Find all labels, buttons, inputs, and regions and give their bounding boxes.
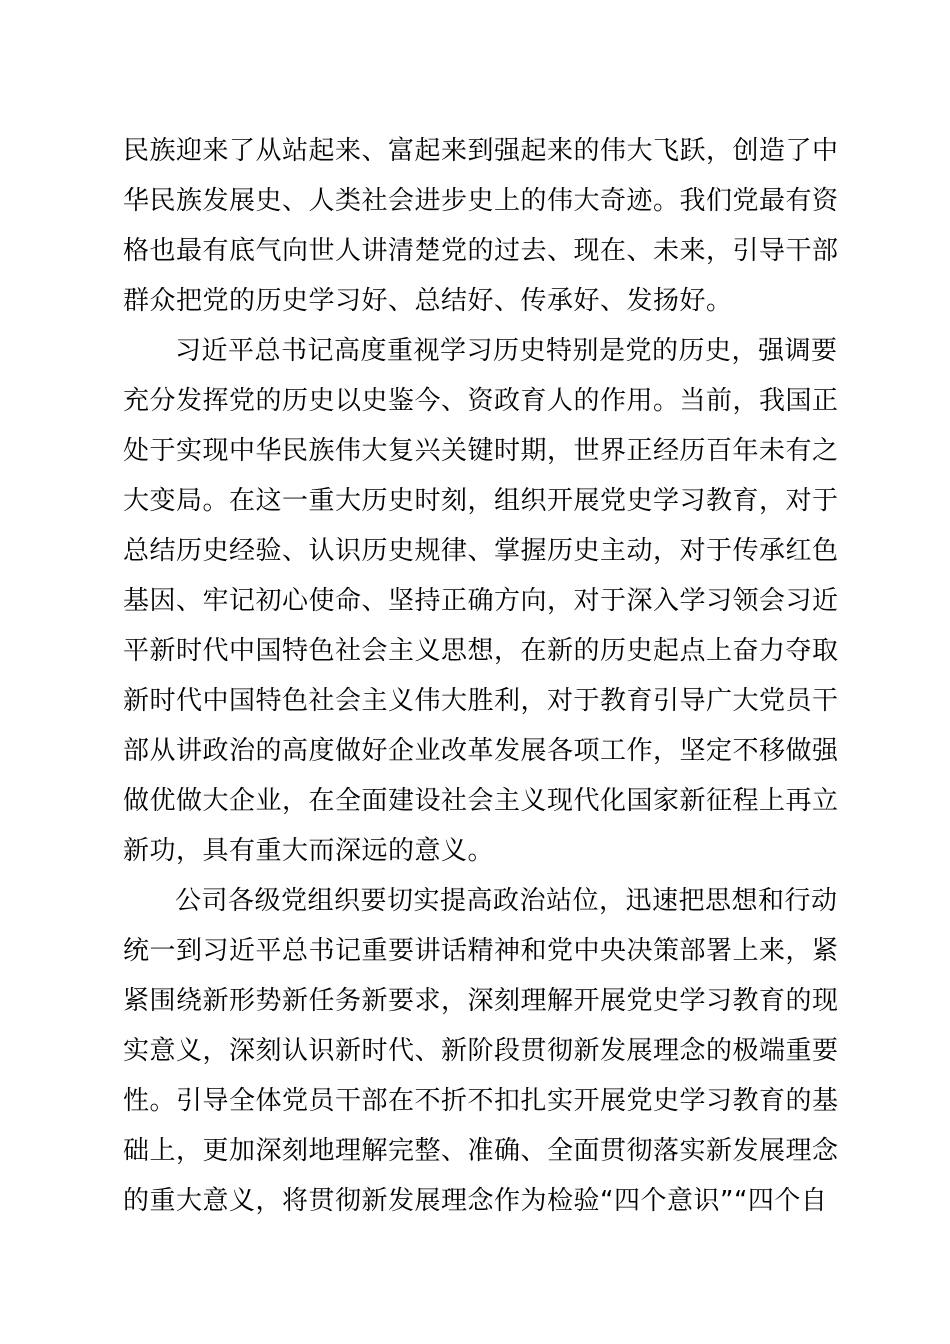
text-line: 紧围绕新形势新任务新要求，深刻理解开展党史学习教育的现 — [123, 986, 839, 1016]
text-line: 华民族发展史、人类社会进步史上的伟大奇迹。我们党最有资 — [123, 186, 839, 216]
body-text — [123, 126, 843, 1226]
text-line: 大变局。在这一重大历史时刻，组织开展党史学习教育，对于 — [123, 486, 839, 516]
text-line: 基因、牢记初心使命、坚持正确方向，对于深入学习领会习近 — [123, 586, 839, 616]
text-line: 新时代中国特色社会主义伟大胜利，对于教育引导广大党员干 — [123, 686, 839, 716]
text-line: 础上，更加深刻地理解完整、准确、全面贯彻落实新发展理念 — [123, 1136, 839, 1166]
text-line: 性。引导全体党员干部在不折不扣扎实开展党史学习教育的基 — [123, 1086, 839, 1116]
text-line: 统一到习近平总书记重要讲话精神和党中央决策部署上来，紧 — [123, 936, 839, 966]
text-line: 部从讲政治的高度做好企业改革发展各项工作，坚定不移做强 — [123, 736, 839, 766]
text-line: 充分发挥党的历史以史鉴今、资政育人的作用。当前，我国正 — [123, 386, 839, 416]
paragraph-first-line: 公司各级党组织要切实提高政治站位，迅速把思想和行动 — [175, 886, 838, 916]
text-line: 实意义，深刻认识新时代、新阶段贯彻新发展理念的极端重要 — [123, 1036, 839, 1066]
text-line: 平新时代中国特色社会主义思想，在新的历史起点上奋力夺取 — [123, 636, 839, 666]
text-line: 处于实现中华民族伟大复兴关键时期，世界正经历百年未有之 — [123, 436, 839, 466]
text-line: 的重大意义，将贯彻新发展理念作为检验“四个意识”“四个自 — [123, 1186, 828, 1216]
text-line: 民族迎来了从站起来、富起来到强起来的伟大飞跃，创造了中 — [123, 136, 839, 166]
text-line: 总结历史经验、认识历史规律、掌握历史主动，对于传承红色 — [123, 536, 839, 566]
text-line: 做优做大企业，在全面建设社会主义现代化国家新征程上再立 — [123, 786, 839, 816]
text-line: 新功，具有重大而深远的意义。 — [123, 836, 495, 866]
text-line: 群众把党的历史学习好、总结好、传承好、发扬好。 — [123, 286, 733, 316]
text-line: 格也最有底气向世人讲清楚党的过去、现在、未来，引导干部 — [123, 236, 839, 266]
paragraph-first-line: 习近平总书记高度重视学习历史特别是党的历史，强调要 — [175, 336, 838, 366]
